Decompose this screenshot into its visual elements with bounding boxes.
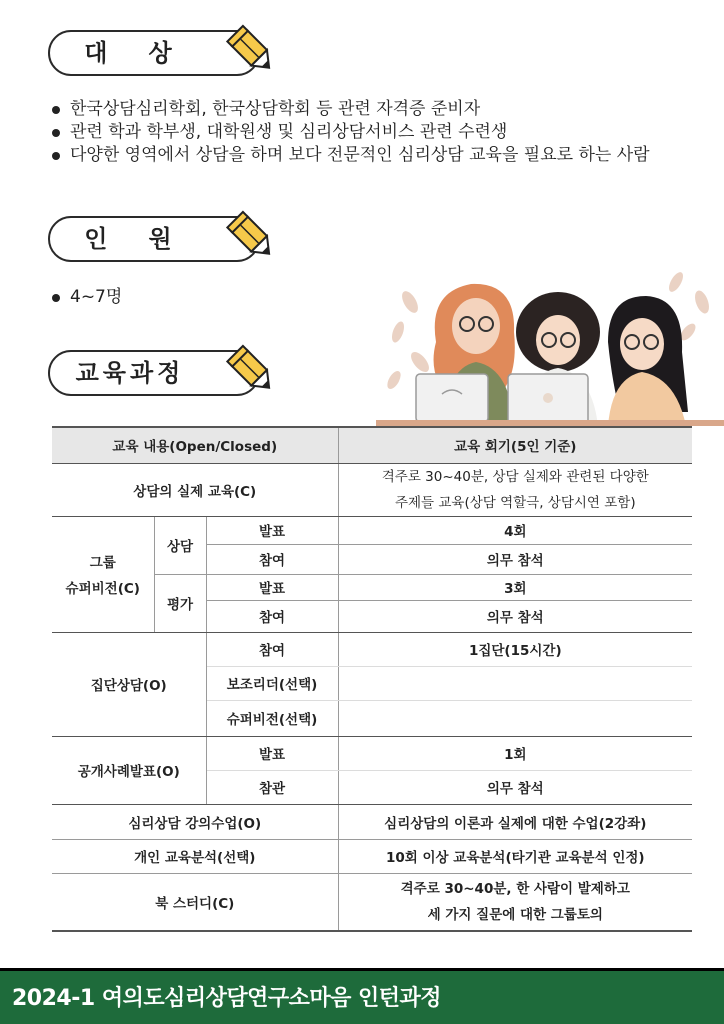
item-value xyxy=(338,700,692,736)
row-label: 상담의 실제 교육(C) xyxy=(52,463,338,516)
section-title-headcount: 인 원 xyxy=(84,225,176,253)
value-line: 주제들 교육(상담 역할극, 상담시연 포함) xyxy=(394,494,636,511)
section-title-target: 대 상 xyxy=(84,39,176,67)
item-label: 발표 xyxy=(206,736,338,770)
list-item: 4~7명 xyxy=(52,286,122,309)
row-label: 공개사례발표(O) xyxy=(52,736,206,804)
item-label: 참여 xyxy=(206,632,338,666)
list-item: 관련 학과 학부생, 대학원생 및 심리상담서비스 관련 수련생 xyxy=(52,121,650,144)
pencil-icon xyxy=(222,342,278,398)
item-value: 의무 참석 xyxy=(338,544,692,574)
row-value: 심리상담의 이론과 실제에 대한 수업(2강좌) xyxy=(338,804,692,839)
item-label: 슈퍼비전(선택) xyxy=(206,700,338,736)
row-value xyxy=(338,873,692,931)
section-heading-headcount xyxy=(48,216,260,262)
footer-title: 2024-1 여의도심리상담연구소마음 인턴과정 xyxy=(12,986,442,1011)
students-illustration xyxy=(376,262,724,426)
table-row xyxy=(52,736,692,770)
curriculum-table xyxy=(52,426,692,932)
item-label: 발표 xyxy=(206,574,338,600)
sub-label: 평가 xyxy=(154,574,206,632)
item-value: 1회 xyxy=(338,736,692,770)
row-label xyxy=(52,516,154,632)
row-value xyxy=(338,463,692,516)
laptop-middle xyxy=(508,374,588,424)
list-item: 한국상담심리학회, 한국상담학회 등 관련 자격증 준비자 xyxy=(52,98,650,121)
sub-label: 상담 xyxy=(154,516,206,574)
row-label: 집단상담(O) xyxy=(52,632,206,736)
laptop-left xyxy=(416,374,488,422)
table-row xyxy=(52,632,692,666)
table-header: 교육 내용(Open/Closed) xyxy=(52,427,338,463)
row-value: 10회 이상 교육분석(타기관 교육분석 인정) xyxy=(338,839,692,873)
section-heading-target xyxy=(48,30,260,76)
table-row xyxy=(52,839,692,873)
table-row xyxy=(52,804,692,839)
item-value: 의무 참석 xyxy=(338,600,692,632)
section-title-curriculum: 교육과정 xyxy=(75,359,185,387)
table-header-row xyxy=(52,427,692,463)
table-header: 교육 회기(5인 기준) xyxy=(338,427,692,463)
row-label: 개인 교육분석(선택) xyxy=(52,839,338,873)
headcount-list xyxy=(52,286,122,309)
item-label: 보조리더(선택) xyxy=(206,666,338,700)
item-value: 3회 xyxy=(338,574,692,600)
section-heading-curriculum xyxy=(48,350,260,396)
label-line: 슈퍼비전(C) xyxy=(65,581,140,597)
item-label: 발표 xyxy=(206,516,338,544)
value-line: 격주로 30~40분, 한 사람이 발제하고 xyxy=(400,880,630,897)
value-line: 격주로 30~40분, 상담 실제와 관련된 다양한 xyxy=(381,468,649,485)
pencil-icon xyxy=(222,22,278,78)
item-label: 참관 xyxy=(206,770,338,804)
table-row xyxy=(52,873,692,931)
footer-banner xyxy=(0,968,724,1024)
table-row xyxy=(52,516,692,544)
item-value: 1집단(15시간) xyxy=(338,632,692,666)
label-line: 그룹 xyxy=(89,555,116,571)
item-label: 참여 xyxy=(206,544,338,574)
pencil-icon xyxy=(222,208,278,264)
item-value: 4회 xyxy=(338,516,692,544)
list-item: 다양한 영역에서 상담을 하며 보다 전문적인 심리상담 교육을 필요로 하는 사람 xyxy=(52,144,650,167)
value-line: 세 가지 질문에 대한 그룹토의 xyxy=(427,906,603,923)
table-row xyxy=(52,463,692,516)
target-list xyxy=(52,98,650,167)
row-label: 심리상담 강의수업(O) xyxy=(52,804,338,839)
item-value xyxy=(338,666,692,700)
item-value: 의무 참석 xyxy=(338,770,692,804)
item-label: 참여 xyxy=(206,600,338,632)
student-right xyxy=(608,296,688,426)
row-label: 북 스터디(C) xyxy=(52,873,338,931)
